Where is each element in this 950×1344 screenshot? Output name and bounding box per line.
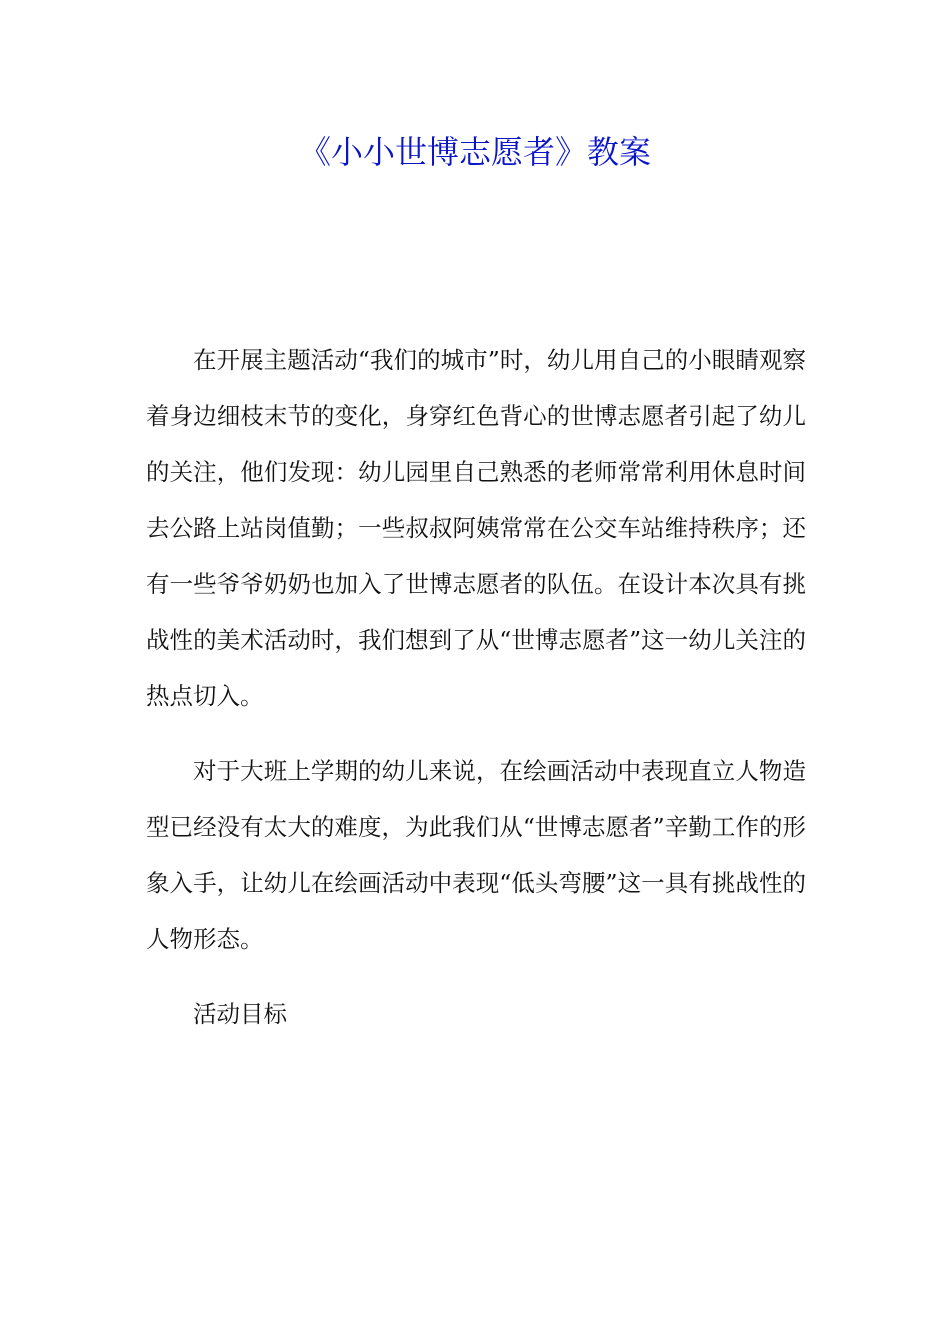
- paragraph-intro: 在开展主题活动“我们的城市”时，幼儿用自己的小眼睛观察着身边细枝末节的变化，身穿红色背心的世博志愿者引起了幼儿的关注，他们发现：幼儿园里自己熟悉的老师常常利用休息时间去公路上站岗值勤；一些叔叔阿姨常常在公交车站维持秩序；还有一些爷爷奶奶也加入了世博志愿者的队伍。在设计本次具有挑战性的美术活动时，我们想到了从“世博志愿者”这一幼儿关注的热点切入。: [146, 346, 806, 710]
- paragraph-background: 对于大班上学期的幼儿来说，在绘画活动中表现直立人物造型已经没有太大的难度，为此我们从“世博志愿者”辛勤工作的形象入手，让幼儿在绘画活动中表现“低头弯腰”这一具有挑战性的人物形态。: [146, 757, 806, 953]
- document-title: 《小小世博志愿者》教案: [298, 133, 651, 171]
- section-heading-activity-goals: 活动目标: [193, 1000, 287, 1028]
- document-body: [146, 332, 806, 1042]
